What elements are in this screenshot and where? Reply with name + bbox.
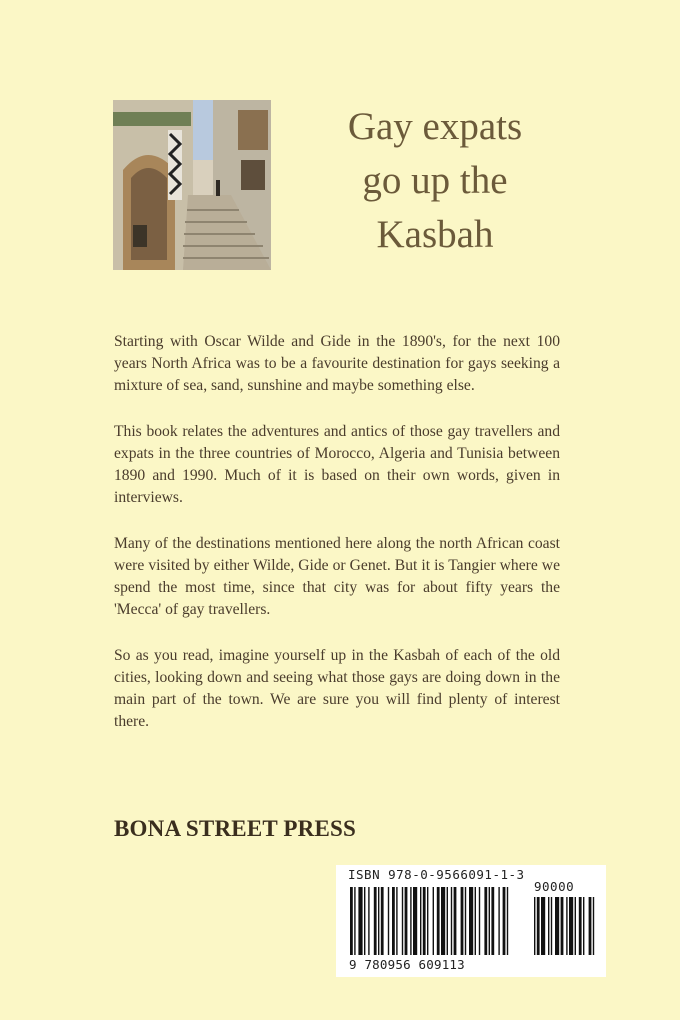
- barcode-bar: [354, 887, 355, 955]
- publisher-name: BONA STREET PRESS: [114, 816, 357, 841]
- price-bar: [569, 897, 573, 955]
- barcode-bar: [402, 887, 403, 955]
- cover-photo: [113, 100, 271, 270]
- price-bar: [555, 897, 559, 955]
- barcode-bar: [451, 887, 452, 955]
- barcode-bars: [348, 887, 598, 959]
- barcode-bar: [461, 887, 464, 955]
- barcode-bar: [507, 887, 508, 955]
- barcode-bar: [498, 887, 499, 955]
- barcode-bar: [454, 887, 457, 955]
- barcode-bar: [441, 887, 445, 955]
- barcode-bar: [396, 887, 397, 955]
- barcode-bar: [388, 887, 389, 955]
- title-line: Kasbah: [376, 213, 494, 256]
- title-line: Gay expats: [347, 105, 523, 148]
- blurb-paragraph: This book relates the adventures and antics of those gay travellers and expats in the three countries of Morocco, Algeria and Tunisia between 1890 and 1990. Much of it is based on their own words, given in interviews.: [114, 423, 560, 506]
- barcode-bar: [358, 887, 362, 955]
- barcode-bar: [410, 887, 411, 955]
- price-bar: [551, 897, 552, 955]
- barcode-bar: [423, 887, 426, 955]
- barcode-bar: [413, 887, 417, 955]
- price-bar: [593, 897, 594, 955]
- title-line: go up the: [362, 159, 508, 202]
- barcode-bar: [447, 887, 448, 955]
- blurb-paragraph: Starting with Oscar Wilde and Gide in the 1890's, for the next 100 years North Africa was to be a favourite destination for gays seeking a mixture of sea, sand, sunshine and maybe something else.: [114, 333, 560, 394]
- barcode-bar: [469, 887, 473, 955]
- barcode-bar: [378, 887, 379, 955]
- barcode-bar: [475, 887, 476, 955]
- price-bar: [575, 897, 576, 955]
- price-bar: [534, 897, 535, 955]
- blurb: [114, 331, 560, 757]
- price-bar: [561, 897, 564, 955]
- barcode-bar: [427, 887, 428, 955]
- price-bar: [589, 897, 592, 955]
- price-bar: [566, 897, 567, 955]
- barcode-bar: [479, 887, 480, 955]
- barcode-bar: [405, 887, 408, 955]
- barcode-bar: [489, 887, 490, 955]
- price-bar: [583, 897, 584, 955]
- barcode-bar: [392, 887, 395, 955]
- blurb-paragraph: So as you read, imagine yourself up in the Kasbah of each of the old cities, looking down and seeing what those gays are doing down in the main part of the town. We are sure you will find plenty of interest there.: [114, 647, 560, 730]
- barcode-bar: [350, 887, 353, 955]
- barcode-bar: [368, 887, 369, 955]
- price-bar: [579, 897, 582, 955]
- ean-digits: 9 780956 609113: [349, 957, 465, 972]
- price-bar: [537, 897, 540, 955]
- barcode-bar: [491, 887, 494, 955]
- barcode-bar: [374, 887, 377, 955]
- barcode-bar: [420, 887, 421, 955]
- barcode-bar: [381, 887, 384, 955]
- barcode-bar: [364, 887, 365, 955]
- barcode-bar: [437, 887, 440, 955]
- kasbah-street-image: [113, 100, 271, 270]
- price-code: 90000: [534, 879, 575, 894]
- book-title: [300, 100, 570, 262]
- barcode-bar: [465, 887, 466, 955]
- barcode-bar: [503, 887, 506, 955]
- isbn-barcode: [336, 865, 606, 977]
- barcode-bar: [484, 887, 487, 955]
- price-bar: [541, 897, 545, 955]
- blurb-paragraph: Many of the destinations mentioned here along the north African coast were visited by either Wilde, Gide or Genet. But it is Tangier where we spend the most time, since that city was for about fifty years the 'Mecca' of gay travellers.: [114, 535, 560, 618]
- barcode-bar: [433, 887, 434, 955]
- price-bar: [548, 897, 549, 955]
- isbn-label: ISBN 978-0-9566091-1-3: [348, 867, 525, 882]
